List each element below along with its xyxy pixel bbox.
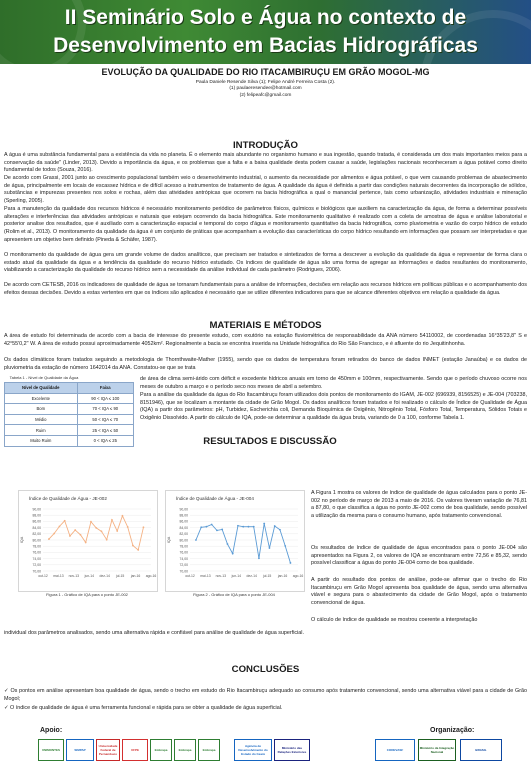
methods-paragraph: Para a análise da qualidade da água do Rio Itacambiruçu foram utilizados dois pontos de monitoramento do IGAM, JE-002 (696939, 8156525) e JE-004 (703238, 8151946), que se localizam a montante da cidade de Grão Mogol. Os dados analíticos foram tratados e foi realizado o cálculo de Índice de Qualidade de Água (IQA) a partir dos parâmetros: pH, Turbidez, Escherichia coli, Demanda Bioquímica de Oxigênio, Nitrogênio Total, Fósforo Total, Temperatura, Sólidos Totais e Oxigênio Dissolvido. A partir do cálculo de IQA, pode-se determinar a qualidade da água bruta, variando de 0 a 100, conforme Tabela 1. bbox=[140, 392, 527, 422]
data-point bbox=[290, 562, 292, 564]
y-tick-label: 90,00 bbox=[179, 507, 188, 512]
table-cell: Excelente bbox=[5, 393, 78, 404]
data-point bbox=[274, 525, 276, 527]
x-tick-label: jan-16 bbox=[130, 574, 141, 578]
data-point bbox=[269, 547, 271, 549]
sponsor-logo: SIMPAP bbox=[66, 739, 94, 761]
figure-caption: Figura 1 - Gráfico de IQA para o ponto JE-002 bbox=[46, 592, 128, 597]
data-point bbox=[59, 525, 61, 527]
x-tick-label: ago-16 bbox=[145, 574, 157, 578]
table-cell: Médio bbox=[5, 414, 78, 425]
y-tick-label: 88,00 bbox=[32, 513, 41, 518]
x-tick-label: dez-14 bbox=[99, 574, 110, 578]
intro-paragraph: De acordo com CETESB, 2016 os indicadores de qualidade de água se tornaram fundamentais para a análise de informações, decisões em relação aos recursos hídricos em políticas públicas e o acompanhamento dos efeitos dessas decisões. Devido a estas vertentes em que os índices são aplicados é necessário que se utilize diferentes indicadores para que se alcance diferentes objetivos em relação a qualidade da água. bbox=[4, 282, 527, 296]
data-point bbox=[111, 519, 113, 521]
data-point bbox=[127, 526, 129, 528]
data-point bbox=[237, 525, 239, 527]
intro-paragraph: De acordo com Grassi, 2001 junto ao crescimento populacional também veio o desenvolvimento industrial, o aumento da necessidade por alimentos e água potável, o que vem causando problemas de abastecimento de água, principalmente em locais de escassez hídrica e de difícil acesso a instrumentos de tratamento de água. A qualidade da água é definida a partir das condições naturais decorrentes da incorporação de sólidos, substâncias e impurezas presentes nos solos e rochas, além das atividades antrópicas que ocorrem na bacia hidrográfica a qual o manancial pertence, tais como urbanização, atividades industriais e mineração (Sperling, 2005). bbox=[4, 175, 527, 205]
intro-paragraph: O monitoramento da qualidade de água gera um grande volume de dados analíticos, que precisam ser tratados e sintetizados de forma a descrever a evolução da qualidade da água e representar de forma clara o estado atual da qualidade da água e a tendência da qualidade do recurso hídrico estudado. Os índices de qualidade de água são uma forma de agregar as informações e dados resultantes do monitoramento, viabilizando a caracterização da qualidade do recurso hídrico sem a necessidade da análise individual de cada parâmetro (Rodrigues, 2006). bbox=[4, 252, 527, 274]
data-point bbox=[116, 530, 118, 532]
data-point bbox=[221, 529, 223, 531]
y-axis-label: IQA bbox=[167, 536, 171, 544]
check-icon: ✓ bbox=[4, 688, 11, 694]
results-paragraph: A partir do resultado dos pontos de análise, pode-se afirmar que o trecho do Rio Itacambiruçu em Grão Mogol apresenta boa qualidade de água, sendo uma alternativa viável e segura para o abastecimento da cidade de Grão Mogol, após o tratamento convencional de água. bbox=[311, 577, 527, 607]
y-tick-label: 72,00 bbox=[32, 563, 41, 568]
y-tick-label: 70,00 bbox=[32, 569, 41, 574]
table-header-cell: Faixa bbox=[77, 383, 133, 394]
figure-caption: Figura 2 - Gráfico de IQA para o ponto JE-004 bbox=[193, 592, 275, 597]
data-point bbox=[248, 526, 250, 528]
x-tick-label: jun-14 bbox=[231, 574, 242, 578]
x-tick-label: out-12 bbox=[185, 574, 195, 578]
data-point bbox=[242, 526, 244, 528]
y-axis-label: IQA bbox=[20, 536, 24, 544]
data-point bbox=[258, 557, 260, 559]
data-point bbox=[263, 523, 265, 525]
y-tick-label: 80,00 bbox=[32, 538, 41, 543]
section-heading-results: RESULTADOS E DISCUSSÃO bbox=[203, 436, 337, 447]
x-tick-label: nov-13 bbox=[68, 574, 80, 578]
section-heading-conclusions: CONCLUSÕES bbox=[231, 664, 300, 675]
data-point bbox=[279, 529, 281, 531]
data-point bbox=[206, 526, 208, 528]
data-point bbox=[137, 549, 139, 551]
data-point bbox=[195, 539, 197, 541]
y-tick-label: 70,00 bbox=[179, 569, 188, 574]
y-tick-label: 72,00 bbox=[179, 563, 188, 568]
y-tick-label: 78,00 bbox=[32, 544, 41, 549]
table-row bbox=[5, 414, 134, 425]
table-cell: 50 < IQA ≤ 70 bbox=[77, 414, 133, 425]
sponsor-logo: UNIMONTES bbox=[38, 739, 64, 761]
data-point bbox=[106, 539, 108, 541]
sponsor-logo: Ministério das Relações Exteriores bbox=[274, 739, 310, 761]
sponsor-logo: BRASIL bbox=[460, 739, 502, 761]
x-tick-label: jul-15 bbox=[262, 574, 272, 578]
results-paragraph: individual dos parâmetros analisados, sendo uma alternativa rápida e confiável para análise de qualidade de água superficial. bbox=[4, 630, 304, 636]
table-cell: Bom bbox=[5, 404, 78, 415]
x-tick-label: mai-13 bbox=[53, 574, 64, 578]
sponsor-logo: Embrapa bbox=[150, 739, 172, 761]
table-row bbox=[5, 393, 134, 404]
table-cell: Muito Ruim bbox=[5, 435, 78, 446]
table-cell: 70 < IQA ≤ 90 bbox=[77, 404, 133, 415]
data-point bbox=[69, 535, 71, 537]
data-point bbox=[216, 529, 218, 531]
y-tick-label: 86,00 bbox=[32, 519, 41, 524]
methods-paragraph: A área de estudo foi determinada de acordo com a bacia de interesse do presente estudo, com exutório na estação fluviométrica de responsabilidade da ANA número 54110002, de coordenadas 16°35'23,8" S e 42°55'0,2" W. A área de estudo possui aproximadamente 4052km². Regionalmente a bacia se encontra inserida na Unidade hidrográfica do Rio São Francisco, e é afluente do rio Jequitinhonha. bbox=[4, 333, 527, 347]
table-cell: 90 < IQA ≤ 100 bbox=[77, 393, 133, 404]
data-point bbox=[74, 529, 76, 531]
y-tick-label: 88,00 bbox=[179, 513, 188, 518]
sponsor-logo: Embrapa bbox=[174, 739, 196, 761]
x-tick-label: jul-15 bbox=[115, 574, 125, 578]
chart-je004 bbox=[165, 490, 305, 592]
table-cell: 25 < IQA ≤ 50 bbox=[77, 425, 133, 436]
y-tick-label: 82,00 bbox=[179, 532, 188, 537]
table-header-cell: Nível de Qualidade bbox=[5, 383, 78, 394]
intro-paragraph: Para a manutenção da qualidade dos recursos hídricos é necessário monitoramento periódico de parâmetros físicos, químicos e biológicos que auxiliem na caracterização da água, de forma a determinar possíveis alterações e interferências das atividades antrópicas e naturais que estejam ocorrendo da bacia hidrográfica. Este monitoramento qualitativo é realizado com a coleta de amostras de água e análise laboratorial e posterior analise dos resultados, que é auxiliado com a caracterização espacial e temporal do corpo d'água e monitoramento quantitativo da bacia hidrográfica, como pluviometria e vazão do corpo hídrico de estudo (Rolim et al., 2013). O monitoramento da qualidade da água é um conjunto de práticas que acompanham a evolução das características do corpo hídrico resultando em informações que possam ser interpretadas e que apresentem um objetivo bem definido (Pineda & Schäfer, 1987). bbox=[4, 206, 527, 243]
y-tick-label: 74,00 bbox=[32, 556, 41, 561]
x-tick-label: out-12 bbox=[38, 574, 48, 578]
data-point bbox=[64, 520, 66, 522]
results-paragraph: A Figura 1 mostra os valores de índice de qualidade de água calculados para o ponto JE-002 no período de março de 2013 a maio de 2016. Os valores tiveram variação de 76,81 a 87,80, o que classifica a água no ponto JE-002 como de boa qualidade, sendo possível a utilização da mesma para o consumo humano, após tratamento convencional. bbox=[311, 490, 527, 520]
x-tick-label: jun-14 bbox=[84, 574, 95, 578]
results-paragraph: O cálculo de índice de qualidade se mostrou coerente a interpretação bbox=[311, 617, 478, 623]
table-cell: 0 < IQA ≤ 25 bbox=[77, 435, 133, 446]
data-point bbox=[284, 545, 286, 547]
data-point bbox=[48, 538, 50, 540]
x-tick-label: mai-13 bbox=[200, 574, 211, 578]
y-tick-label: 80,00 bbox=[179, 538, 188, 543]
y-tick-label: 82,00 bbox=[32, 532, 41, 537]
chart-je002 bbox=[18, 490, 158, 592]
iqa-table bbox=[4, 382, 134, 447]
data-point bbox=[85, 542, 87, 544]
data-point bbox=[53, 533, 55, 535]
banner-title-line2: Desenvolvimento em Bacias Hidrográficas bbox=[53, 34, 478, 57]
chart-svg bbox=[166, 491, 304, 591]
data-point bbox=[80, 534, 82, 536]
sponsor-logo: Embrapa bbox=[198, 739, 220, 761]
section-heading-methods: MATERIAIS E MÉTODOS bbox=[209, 320, 322, 331]
sponsor-logo: Ministério da Integração Nacional bbox=[418, 739, 456, 761]
table-cell: Ruim bbox=[5, 425, 78, 436]
x-tick-label: dez-14 bbox=[246, 574, 257, 578]
footer-support-label: Apoio: bbox=[40, 727, 63, 734]
table-row bbox=[5, 425, 134, 436]
section-heading-introduction: INTRODUÇÃO bbox=[232, 140, 299, 151]
data-point bbox=[211, 524, 213, 526]
data-point bbox=[122, 515, 124, 517]
chart-svg bbox=[19, 491, 157, 591]
intro-paragraph: A água é uma substância fundamental para a existência da vida no planeta. É o elemento mais abundante no organismo humano e sua ingestão, quando tratada, é considerada um dos mais importantes meios para a conservação da saúde" (Linder, 2013). Devido a importância da água, e os problemas que a falta e a baixa qualidade desta podem causar a saúde, legislações nacionais reconheceram a água potável como direito fundamental de todos (Souza, 2016). bbox=[4, 152, 527, 174]
x-tick-label: nov-13 bbox=[215, 574, 227, 578]
banner-title-line1: II Seminário Solo e Água no contexto de bbox=[64, 6, 467, 29]
results-paragraph: Os resultados de índice de qualidade de água encontrados para o ponto JE-004 são apresentados na Figura 2, os valores de IQA se encontraram entre 72,56 e 85,32, sendo possível classificar a água do ponto JE-004 como de boa qualidade. bbox=[311, 545, 527, 567]
conclusion-item bbox=[4, 705, 527, 713]
sponsor-logo: UFPE bbox=[122, 739, 148, 761]
data-point bbox=[227, 543, 229, 545]
table-row bbox=[5, 404, 134, 415]
conclusion-item bbox=[4, 688, 527, 703]
data-point bbox=[101, 530, 103, 532]
y-tick-label: 86,00 bbox=[179, 519, 188, 524]
conclusion-text: Os pontos em análise apresentam boa qualidade de água, sendo o trecho em estudo do Rio Itacambiruçu adequado ao consumo após tratamento convencional, sendo uma alternativa viável para a cidade de Grão Mogol; bbox=[4, 688, 528, 702]
table-row bbox=[5, 435, 134, 446]
footer-organization-label: Organização: bbox=[430, 727, 475, 734]
data-point bbox=[143, 526, 145, 528]
series-line bbox=[49, 516, 144, 550]
data-point bbox=[90, 521, 92, 523]
sponsor-logo: Universidade Federal de Pernambuco bbox=[96, 739, 120, 761]
table-header-row bbox=[5, 383, 134, 394]
y-tick-label: 90,00 bbox=[32, 507, 41, 512]
chart-title: Índice de Qualidade de Água - JE-002 bbox=[29, 496, 107, 501]
y-tick-label: 78,00 bbox=[179, 544, 188, 549]
author-email-2: (2) felipeafc@gmail.com bbox=[239, 93, 292, 98]
data-point bbox=[95, 527, 97, 529]
authors: Paula Daniele Resende Silva (1); Felipe André Ferreira Costa (2). bbox=[195, 80, 336, 85]
check-icon: ✓ bbox=[4, 705, 11, 711]
data-point bbox=[132, 545, 134, 547]
table-caption: Tabela 1 - Nível de Qualidade da Água bbox=[9, 375, 79, 380]
sponsor-logo: Agência de Desenvolvimento do Estado do Ceará bbox=[234, 739, 272, 761]
data-point bbox=[232, 553, 234, 555]
data-point bbox=[253, 526, 255, 528]
data-point bbox=[200, 526, 202, 528]
header-banner bbox=[0, 0, 531, 64]
poster-title: EVOLUÇÃO DA QUALIDADE DO RIO ITACAMBIRUÇU EM GRÃO MOGOL-MG bbox=[101, 67, 430, 77]
y-tick-label: 84,00 bbox=[32, 525, 41, 530]
chart-title: Índice de Qualidade de Água - JE-004 bbox=[176, 496, 254, 501]
sponsor-logo: CODEVASF bbox=[375, 739, 415, 761]
y-tick-label: 76,00 bbox=[32, 550, 41, 555]
conclusion-text: O índice de qualidade de água é uma ferramenta funcional e rápida para se obter a qualidade de água superficial. bbox=[10, 705, 283, 711]
x-tick-label: jan-16 bbox=[277, 574, 288, 578]
y-tick-label: 76,00 bbox=[179, 550, 188, 555]
methods-paragraph: de área de clima semi-árido com déficit e excedente hídricos anuais em torno de 450mm e 100mm, respectivamente. Sendo que o período chuvoso ocorre nos meses de outubro a março e o período seco nos meses de abril a setembro. bbox=[140, 376, 527, 390]
y-tick-label: 74,00 bbox=[179, 556, 188, 561]
y-tick-label: 84,00 bbox=[179, 525, 188, 530]
methods-paragraph: Os dados climáticos foram tratados seguindo a metodologia de Thornthwaite-Mather (1955), sendo que os dados de temperatura foram retirados do banco de dados INMET (estação Janaúba) e os dados de pluviometria da estação de número 1642014 da ANA. Constatou-se que se trata bbox=[4, 357, 527, 371]
author-email-1: (1) paulaeresendee@hotmail.com bbox=[229, 86, 302, 91]
x-tick-label: ago-16 bbox=[292, 574, 304, 578]
series-line bbox=[196, 524, 291, 563]
